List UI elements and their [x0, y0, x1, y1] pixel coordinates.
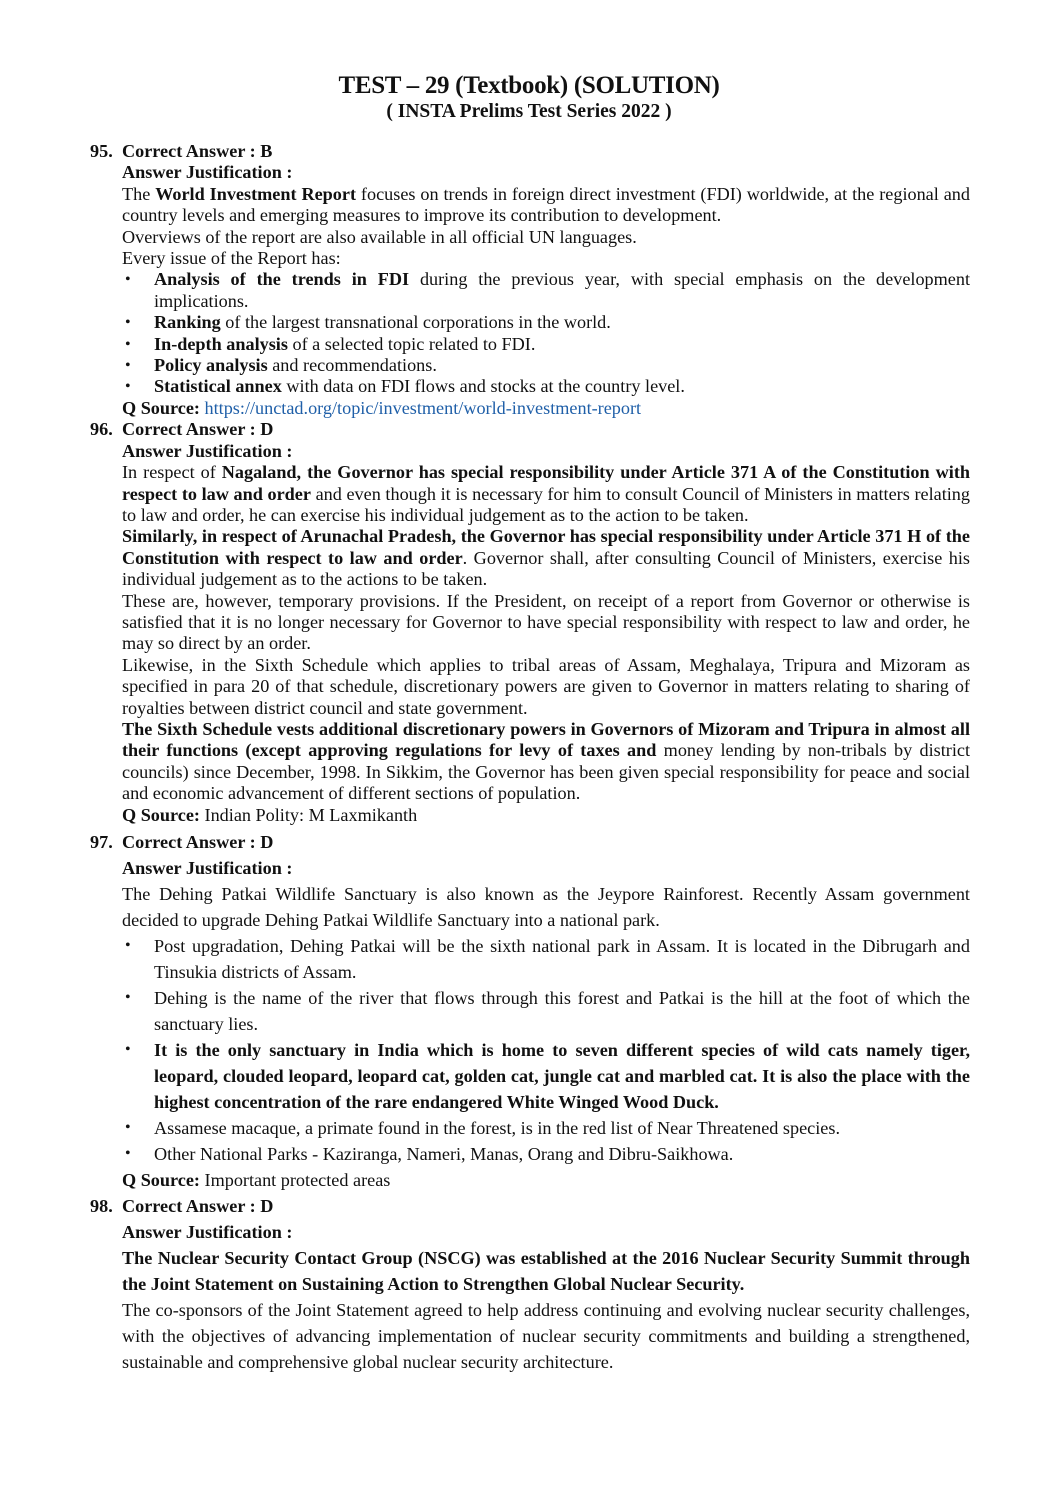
correct-answer: Correct Answer : D	[122, 419, 274, 440]
list-item: • In-depth analysis of a selected topic related to FDI.	[122, 334, 970, 355]
paragraph: The World Investment Report focuses on trends in foreign direct investment (FDI) worldwide, at the regional and country levels and emerging measures to improve its contribution to development.	[122, 183, 970, 226]
paragraph: Overviews of the report are also available in all official UN languages.	[122, 226, 637, 247]
question-source: Q Source: https://unctad.org/topic/investment/world-investment-report	[122, 397, 642, 418]
correct-answer: Correct Answer : D	[122, 832, 274, 852]
question-source: Q Source: Indian Polity: M Laxmikanth	[122, 804, 418, 825]
document-content	[90, 141, 970, 1375]
paragraph: Similarly, in respect of Arunachal Pradesh, the Governor has special responsibility under Article 371 H of the Constitution with respect to law and order. Governor shall, after consulting Council of Ministers, exercise his individual judgement as to the actions to be taken.	[122, 526, 970, 590]
list-item: • Analysis of the trends in FDI during the previous year, with special emphasis on the development implications.	[122, 269, 970, 312]
paragraph: Every issue of the Report has:	[122, 248, 341, 269]
page-subtitle: ( INSTA Prelims Test Series 2022 )	[386, 101, 672, 122]
question-number: 96.	[90, 419, 113, 440]
paragraph: The Nuclear Security Contact Group (NSCG) was established at the 2016 Nuclear Security Summit through the Joint Statement on Sustaining Action to Strengthen Global Nuclear Security.	[122, 1248, 970, 1294]
question-98	[90, 1193, 970, 1375]
question-source: Q Source: Important protected areas	[122, 1170, 391, 1190]
paragraph: The co-sponsors of the Joint Statement agreed to help address continuing and evolving nuclear security challenges, with the objectives of advancing implementation of nuclear security commitments and building a strengthened, sustainable and comprehensive global nuclear security architecture.	[122, 1300, 970, 1372]
question-97	[90, 829, 970, 1193]
source-link[interactable]: https://unctad.org/topic/investment/world-investment-report	[199, 397, 642, 418]
paragraph: Likewise, in the Sixth Schedule which applies to tribal areas of Assam, Meghalaya, Tripura and Mizoram as specified in para 20 of that schedule, discretionary powers are given to Governor in matters relating to sharing of royalties between district council and state government.	[122, 654, 970, 718]
list-item: • Ranking of the largest transnational corporations in the world.	[122, 312, 970, 333]
question-95	[90, 141, 970, 419]
paragraph: In respect of Nagaland, the Governor has special responsibility under Article 371 A of the Constitution with respect to law and order and even though it is necessary for him to consult Council of Ministers in matters relating to law and order, he can exercise his individual judgement as to the action to be taken.	[122, 462, 970, 525]
paragraph: The Sixth Schedule vests additional discretionary powers in Governors of Mizoram and Tripura in almost all their functions (except approving regulations for levy of taxes and money lending by non-tribals by district councils) since December, 1998. In Sikkim, the Governor has been given special responsibility for peace and social and economic advancement of different sections of population.	[122, 718, 970, 804]
paragraph: The Dehing Patkai Wildlife Sanctuary is also known as the Jeypore Rainforest. Recently Assam government decided to upgrade Dehing Patkai Wildlife Sanctuary into a national park.	[122, 884, 970, 930]
question-number: 95.	[90, 141, 113, 161]
correct-answer: Correct Answer : D	[122, 1196, 274, 1216]
list-item: • Policy analysis and recommendations.	[122, 355, 970, 376]
bullet-list	[122, 933, 970, 1167]
page-title: TEST – 29 (Textbook) (SOLUTION)	[338, 72, 720, 99]
question-number: 98.	[90, 1196, 113, 1216]
justification-label: Answer Justification :	[122, 440, 293, 461]
list-item: • It is the only sanctuary in India which is home to seven different species of wild cats namely tiger, leopard, clouded leopard, leopard cat, golden cat, jungle cat and marbled cat. It is also the place with the highest concentration of the rare endangered White Winged Wood Duck.	[122, 1037, 970, 1115]
list-item: • Assamese macaque, a primate found in the forest, is in the red list of Near Threatened species.	[122, 1115, 970, 1141]
justification-label: Answer Justification :	[122, 1222, 293, 1242]
list-item: • Statistical annex with data on FDI flows and stocks at the country level.	[122, 376, 970, 397]
list-item: • Other National Parks - Kaziranga, Nameri, Manas, Orang and Dibru-Saikhowa.	[122, 1141, 970, 1167]
question-number: 97.	[90, 832, 113, 852]
justification-label: Answer Justification :	[122, 858, 293, 878]
paragraph: These are, however, temporary provisions. If the President, on receipt of a report from Governor or otherwise is satisfied that it is no longer necessary for Governor to have special responsibility with respect to law and order, he may so direct by an order.	[122, 590, 970, 654]
list-item: • Post upgradation, Dehing Patkai will be the sixth national park in Assam. It is located in the Dibrugarh and Tinsukia districts of Assam.	[122, 933, 970, 985]
correct-answer: Correct Answer : B	[122, 141, 273, 161]
list-item: • Dehing is the name of the river that flows through this forest and Patkai is the hill at the foot of which the sanctuary lies.	[122, 985, 970, 1037]
question-96	[90, 419, 970, 826]
justification-label: Answer Justification :	[122, 162, 293, 183]
bullet-list	[122, 269, 970, 397]
